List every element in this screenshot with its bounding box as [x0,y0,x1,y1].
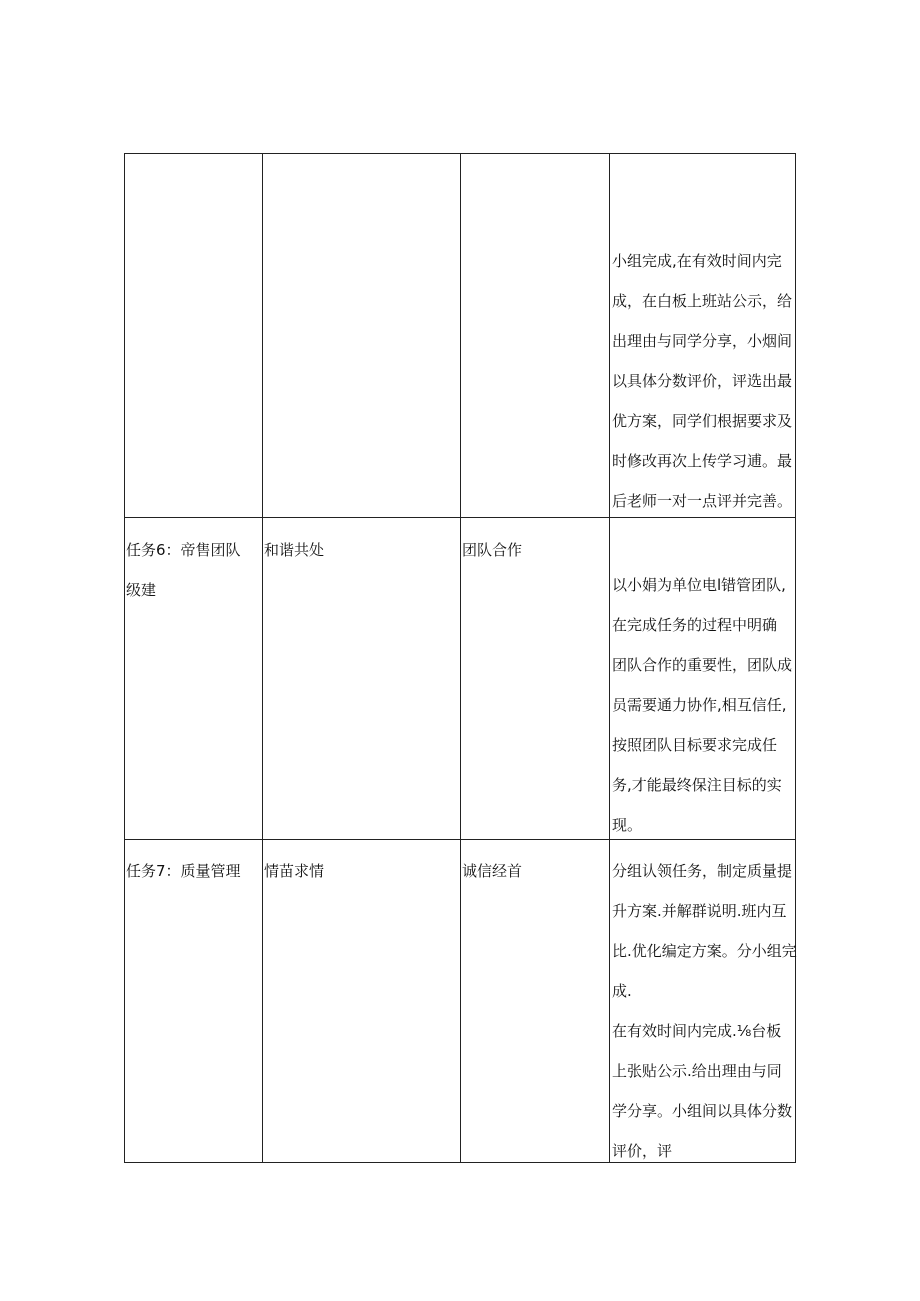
row3-theme-cell [264,851,324,891]
cell-line: 在完成任务的过程中明确 [612,616,778,634]
cell-line: 分组认领任务，制定质量提 [612,862,793,880]
row2-value-cell [462,530,522,570]
cell-line: 和谐共处 [264,541,325,559]
row3-value-cell [462,851,522,891]
cell-line: 成，在白板上班站公示，给 [612,292,793,310]
cell-line: 成. [612,982,632,1000]
cell-line: 诚信经首 [462,862,523,880]
cell-line: 任务6：帝售团队 [126,541,241,559]
table-column-divider [262,153,263,1163]
cell-line: 按照团队目标要求完成任 [612,736,778,754]
table-border-top [124,153,796,154]
cell-line: 以具体分数评价，评选出最 [612,372,793,390]
cell-line: 升方案.并解群说明.班内互 [612,902,787,920]
cell-line: 评价，评 [612,1142,673,1160]
cell-line: 任务7：质量管理 [126,862,241,880]
cell-line: 情苗求情 [264,862,325,880]
cell-line: 后老师一对一点评并完善。 [612,492,793,510]
row2-activity-cell [612,565,792,845]
cell-line: 在有效时间内完成.⅛台板 [612,1022,782,1040]
cell-line: 务,才能最终保注目标的实 [612,776,782,794]
row3-task-cell [126,851,241,891]
table-column-divider [460,153,461,1163]
cell-line: 团队合作的重要性，团队成 [612,656,793,674]
cell-line: 员需要通力协作,相互信任, [612,696,787,714]
cell-line: 时修改再次上传学习逋。最 [612,452,793,470]
row1-activity-cell [612,241,792,521]
cell-line: 小组完成,在有效时间内完 [612,252,782,270]
row2-task-cell [126,530,241,610]
table-column-divider [609,153,610,1163]
cell-line: 优方案，同学们根据要求及 [612,412,793,430]
cell-line: 团队合作 [462,541,523,559]
cell-line: 现。 [612,816,643,834]
cell-line: 上张贴公示.给出理由与同 [612,1062,782,1080]
cell-line: 学分享。小组间以具体分数 [612,1102,793,1120]
cell-line: 比.优化编定方案。分小组完 [612,942,797,960]
cell-line: 级建 [126,581,157,599]
cell-line: 以小娟为单位电l错管团队, [612,576,786,594]
cell-line: 出理由与同学分享，小烟间 [612,332,793,350]
row2-theme-cell [264,530,324,570]
table-border-left [124,153,125,1163]
row3-activity-cell [612,851,797,1171]
